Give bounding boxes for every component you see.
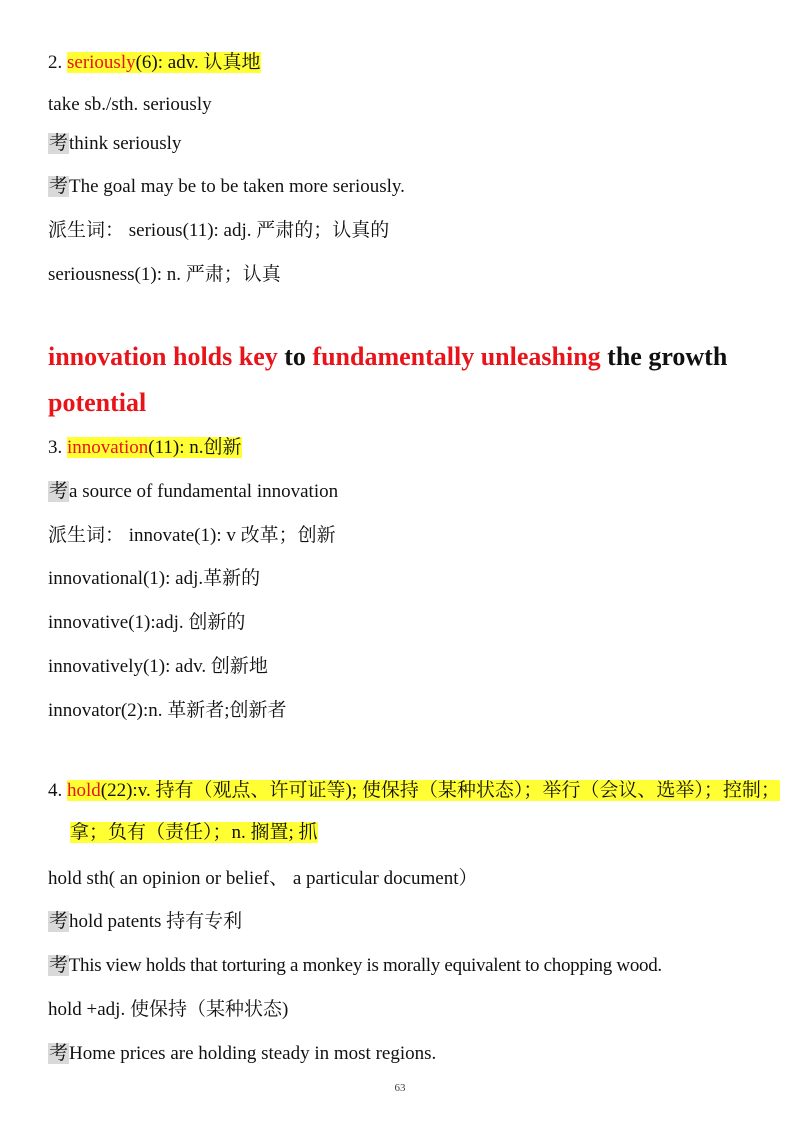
entry-4-exam-line: 考hold patents 持有专利 [49,911,243,932]
entry-word: hold [67,780,101,801]
entry-3-exam-line: 考a source of fundamental innovation [49,481,339,502]
entry-2-line: take sb./sth. seriously [48,94,212,115]
exam-tag: 考 [49,1043,69,1064]
entry-definition: (22):v. 持有（观点、许可证等); 使保持（某种状态）；举行（会议、选举）；控制；拿；负有（责任）；n. 搁置; 抓 [70,780,780,843]
page-number: 63 [394,1082,406,1094]
entry-definition: (11): n.创新 [148,437,242,458]
entry-3-derivative: 派生词： innovate(1): v 改革；创新 [48,525,336,546]
entry-3-derivative: innovator(2):n. 革新者;创新者 [48,700,287,721]
exam-tag: 考 [49,481,69,502]
entry-4-exam-line: 考This view holds that torturing a monkey is morally equivalent to chopping wood. [49,955,662,976]
entry-3-derivative: innovatively(1): adv. 创新地 [48,656,268,677]
entry-word: seriously [67,52,136,73]
entry-2-exam-line: 考think seriously [49,133,182,154]
entry-4-exam-line: 考Home prices are holding steady in most regions. [49,1043,437,1064]
section-headline: innovation holds key to fundamentally unleashing the growth potential [48,342,728,417]
entry-2-heading [48,50,261,76]
exam-tag: 考 [49,176,69,197]
entry-4-line: hold sth( an opinion or belief、 a particular document） [48,868,478,889]
entry-2-derivative: seriousness(1): n. 严肃；认真 [48,264,281,285]
entry-number: 2. [48,52,67,73]
entry-3-derivative: innovative(1):adj. 创新的 [48,612,246,633]
entry-2-exam-line: 考The goal may be to be taken more seriously. [49,176,405,197]
entry-3-derivative: innovational(1): adj.革新的 [48,568,261,589]
exam-tag: 考 [49,955,68,976]
entry-3-heading [48,435,242,461]
entry-word: innovation [67,437,149,458]
entry-4-line: hold +adj. 使保持（某种状态) [48,999,289,1020]
exam-tag: 考 [49,911,69,932]
entry-2-derivative: 派生词： serious(11): adj. 严肃的；认真的 [48,220,390,241]
entry-definition: (6): adv. 认真地 [135,52,261,73]
entry-number: 3. [48,437,67,458]
entry-number: 4. [48,780,67,801]
exam-tag: 考 [49,133,69,154]
entry-4-heading [48,770,782,854]
